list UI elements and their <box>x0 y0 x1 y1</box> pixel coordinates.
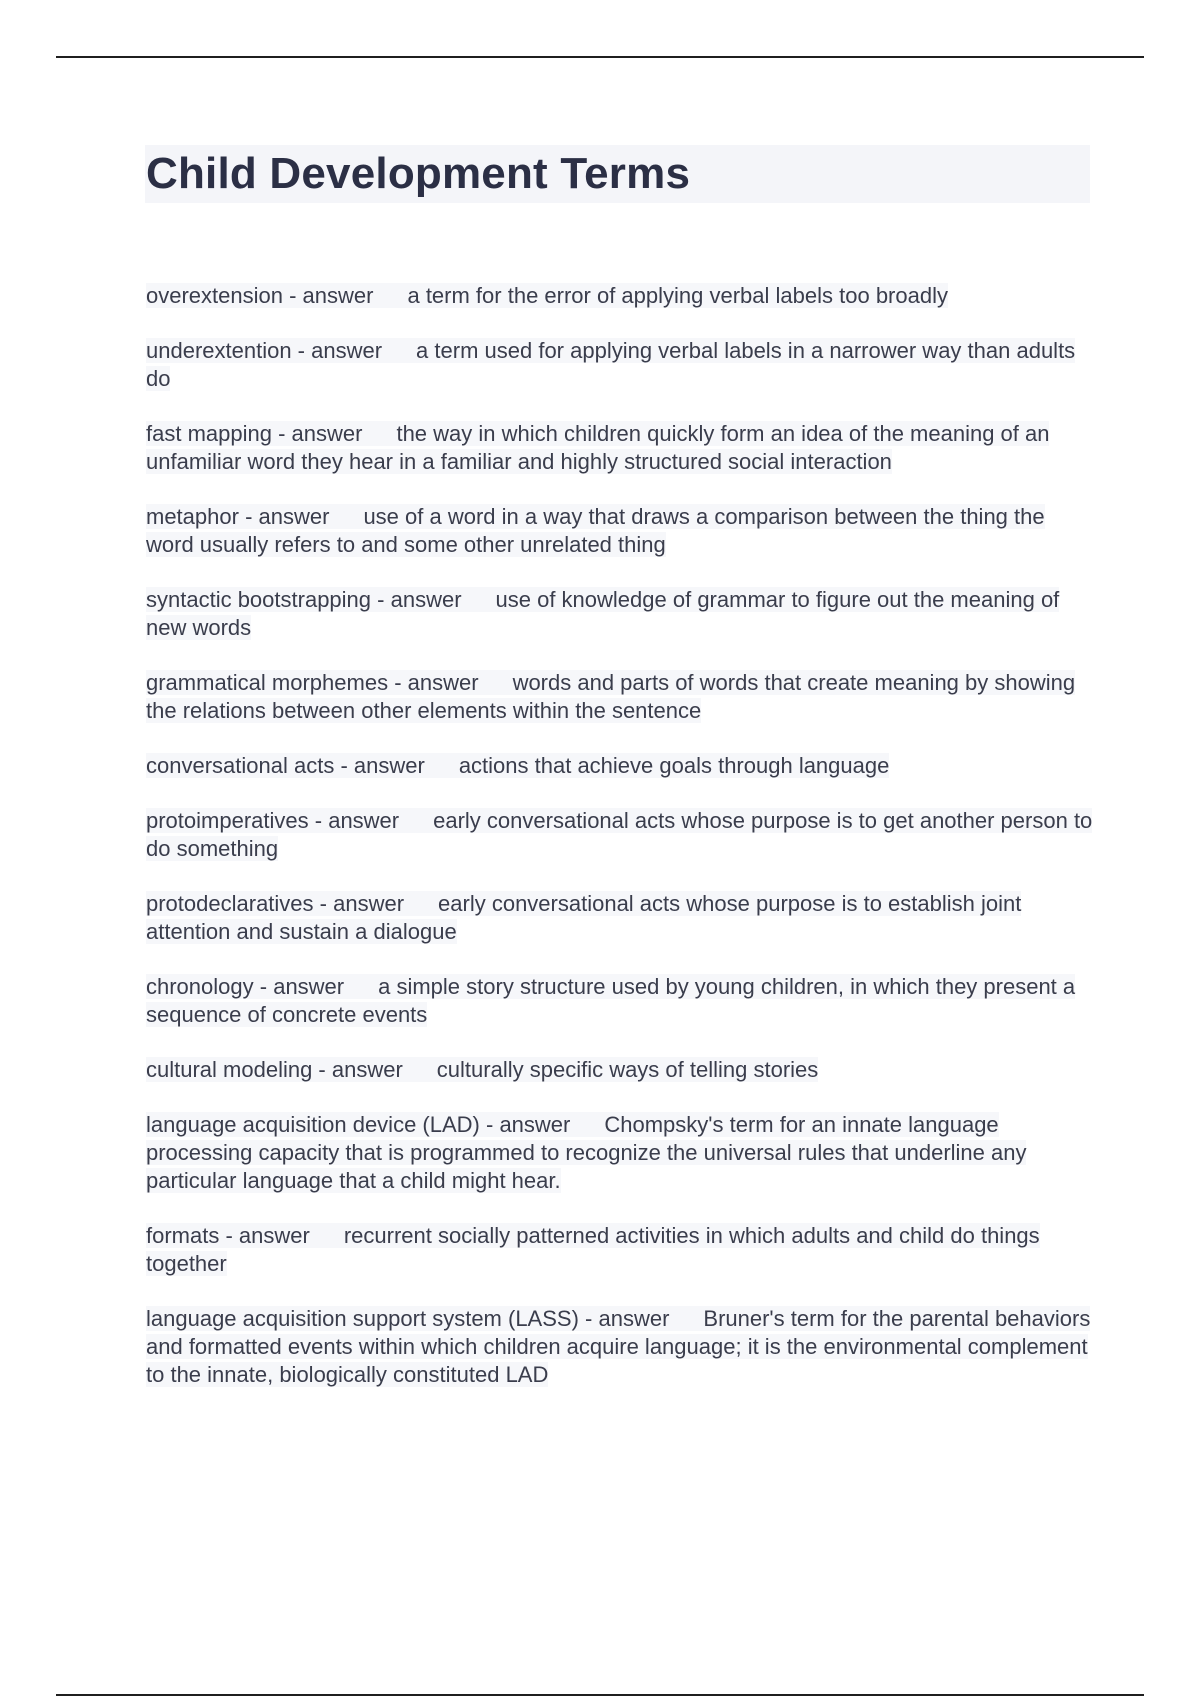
term-definition: Chompsky's term for an innate language processing capacity that is programmed to recognize the universal rules that underline any particular language that a child might hear. <box>146 1112 1027 1193</box>
term-entry <box>146 890 1096 946</box>
answer-label: answer <box>331 1057 403 1082</box>
term-text: language acquisition device (LAD) - answer Chompsky's term for an innate language processing capacity that is programmed to recognize the universal rules that underline any particular language that a child might hear. <box>146 1112 1027 1193</box>
term-text: cultural modeling - answer culturally specific ways of telling stories <box>146 1057 819 1082</box>
term-name: protoimperatives <box>146 808 309 833</box>
term-text: grammatical morphemes - answer words and parts of words that create meaning by showing the relations between other elements within the sentence <box>146 670 1076 723</box>
answer-label: answer <box>328 808 400 833</box>
answer-label: answer <box>273 974 345 999</box>
term-definition: use of a word in a way that draws a comparison between the thing the word usually refers to and some other unrelated thing <box>146 504 1045 557</box>
term-definition: words and parts of words that create meaning by showing the relations between other elements within the sentence <box>146 670 1076 723</box>
term-text: chronology - answer a simple story structure used by young children, in which they present a sequence of concrete events <box>146 974 1076 1027</box>
term-definition: a term for the error of applying verbal labels too broadly <box>407 283 948 308</box>
term-definition: culturally specific ways of telling stories <box>436 1057 819 1082</box>
answer-label: answer <box>333 891 405 916</box>
answer-label: answer <box>407 670 479 695</box>
term-entry <box>146 807 1096 863</box>
term-definition: a term used for applying verbal labels in a narrower way than adults do <box>146 338 1076 391</box>
term-name: fast mapping <box>146 421 272 446</box>
term-name: syntactic bootstrapping <box>146 587 372 612</box>
top-divider <box>56 56 1144 58</box>
term-definition: early conversational acts whose purpose is to establish joint attention and sustain a dialogue <box>146 891 1022 944</box>
term-text: fast mapping - answer the way in which children quickly form an idea of the meaning of an unfamiliar word they hear in a familiar and highly structured social interaction <box>146 421 1050 474</box>
term-text: conversational acts - answer actions that achieve goals through language <box>146 753 890 778</box>
term-definition: actions that achieve goals through language <box>458 753 890 778</box>
term-text: protoimperatives - answer early conversational acts whose purpose is to get another person to do something <box>146 808 1093 861</box>
term-text: metaphor - answer use of a word in a way that draws a comparison between the thing the word usually refers to and some other unrelated thing <box>146 504 1045 557</box>
term-entry <box>146 1222 1096 1278</box>
term-entry <box>146 669 1096 725</box>
term-entry <box>146 282 1096 310</box>
answer-label: answer <box>499 1112 571 1137</box>
term-name: chronology <box>146 974 254 999</box>
answer-label: answer <box>291 421 363 446</box>
term-text: language acquisition support system (LASS) - answer Bruner's term for the parental behaviors and formatted events within which children acquire language; it is the environmental complement to the innate, biologically constituted LAD <box>146 1306 1091 1387</box>
term-list <box>146 282 1096 1416</box>
term-name: cultural modeling <box>146 1057 313 1082</box>
term-text: underextention - answer a term used for applying verbal labels in a narrower way than adults do <box>146 338 1076 391</box>
answer-label: answer <box>258 504 330 529</box>
term-definition: early conversational acts whose purpose is to get another person to do something <box>146 808 1093 861</box>
term-entry <box>146 503 1096 559</box>
term-entry <box>146 752 1096 780</box>
answer-label: answer <box>353 753 425 778</box>
term-definition: use of knowledge of grammar to figure out the meaning of new words <box>146 587 1060 640</box>
answer-label: answer <box>311 338 383 363</box>
term-text: formats - answer recurrent socially patterned activities in which adults and child do things together <box>146 1223 1040 1276</box>
term-name: language acquisition device (LAD) <box>146 1112 480 1137</box>
term-text: syntactic bootstrapping - answer use of knowledge of grammar to figure out the meaning of new words <box>146 587 1060 640</box>
term-name: protodeclaratives <box>146 891 314 916</box>
term-entry <box>146 1056 1096 1084</box>
term-text: overextension - answer a term for the error of applying verbal labels too broadly <box>146 283 948 308</box>
term-entry <box>146 586 1096 642</box>
term-name: language acquisition support system (LASS) <box>146 1306 579 1331</box>
term-definition: a simple story structure used by young children, in which they present a sequence of concrete events <box>146 974 1076 1027</box>
term-entry <box>146 973 1096 1029</box>
answer-label: answer <box>302 283 374 308</box>
term-name: conversational acts <box>146 753 335 778</box>
term-entry <box>146 1305 1096 1389</box>
bottom-divider <box>56 1694 1144 1696</box>
term-entry <box>146 1111 1096 1195</box>
term-definition: the way in which children quickly form an idea of the meaning of an unfamiliar word they hear in a familiar and highly structured social interaction <box>146 421 1050 474</box>
term-definition: Bruner's term for the parental behaviors and formatted events within which children acquire language; it is the environmental complement to the innate, biologically constituted LAD <box>146 1306 1091 1387</box>
term-entry <box>146 420 1096 476</box>
term-entry <box>146 337 1096 393</box>
term-name: metaphor <box>146 504 239 529</box>
page-title: Child Development Terms <box>146 149 691 198</box>
answer-label: answer <box>390 587 462 612</box>
term-name: overextension <box>146 283 283 308</box>
term-name: grammatical morphemes <box>146 670 389 695</box>
term-definition: recurrent socially patterned activities in which adults and child do things together <box>146 1223 1040 1276</box>
term-name: formats <box>146 1223 220 1248</box>
term-text: protodeclaratives - answer early conversational acts whose purpose is to establish joint attention and sustain a dialogue <box>146 891 1022 944</box>
term-name: underextention <box>146 338 292 363</box>
answer-label: answer <box>598 1306 670 1331</box>
answer-label: answer <box>238 1223 310 1248</box>
